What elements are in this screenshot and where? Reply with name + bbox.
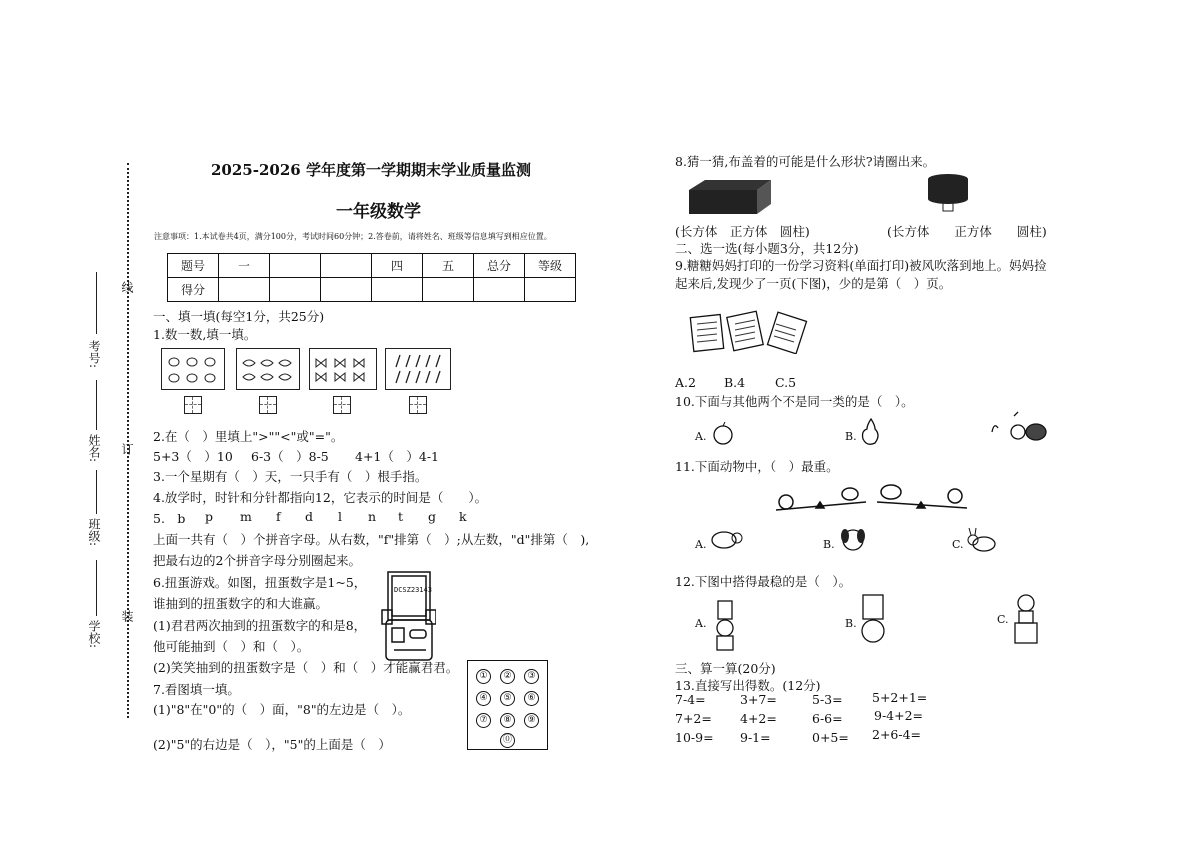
seesaw-1-picture — [774, 480, 868, 524]
seesaw-2-picture — [875, 478, 969, 522]
score-cell: 四 — [372, 254, 423, 278]
question-12-option-b: B. — [845, 617, 857, 630]
question-2-item-1: 5+3（ ）10 — [153, 449, 233, 464]
squirrel-icon — [988, 410, 1048, 444]
keypad-key: ⑦ — [476, 713, 491, 728]
keypad-key: ② — [500, 669, 515, 684]
xingming-label: 姓名: — [87, 434, 101, 463]
score-cell — [270, 254, 321, 278]
question-2: 2.在（ ）里填上">""<"或"="。 — [153, 429, 344, 444]
number-keypad — [467, 660, 548, 750]
gumball-digits: DCSZ23143 — [394, 586, 432, 594]
score-cell: 题号 — [168, 254, 219, 278]
calc-item: 7+2= — [675, 711, 712, 726]
stack-a-picture — [713, 595, 739, 657]
question-11-option-b: B. — [823, 538, 835, 551]
pear-icon — [858, 415, 884, 447]
calc-item: 2+6-4= — [872, 727, 922, 742]
question-9-line-2: 起来后,发现少了一页(下图)，少的是第（ ）页。 — [675, 276, 952, 291]
exam-subtitle: 一年级数学 — [336, 202, 421, 222]
score-table — [167, 253, 576, 302]
block-stack-icon — [713, 595, 739, 653]
pinyin-letter: p — [205, 509, 214, 524]
keypad-key: ④ — [476, 691, 491, 706]
sheep-picture — [708, 528, 744, 558]
section-3-heading: 三、算一算(20分) — [675, 661, 776, 676]
sheep-icon — [708, 528, 744, 554]
score-cell: 等级 — [525, 254, 576, 278]
seesaw-icon — [875, 478, 969, 518]
question-2-item-2: 6-3（ ）8-5 — [251, 449, 329, 464]
pinyin-letter: 5. b — [153, 511, 186, 526]
question-6-part-1-blank: 他可能抽到（ ）和（ ）。 — [153, 639, 310, 654]
stack-c-picture — [1012, 593, 1040, 651]
question-10: 10.下面与其他两个不是同一类的是（ ）。 — [675, 394, 914, 409]
keypad-key: ③ — [524, 669, 539, 684]
score-input-cell[interactable] — [372, 278, 423, 302]
question-3: 3.一个星期有（ ）天，一只手有（ ）根手指。 — [153, 469, 428, 484]
calc-item: 10-9= — [675, 730, 714, 745]
xuexiao-label: 学校: — [87, 620, 101, 649]
keypad-key: ⑧ — [500, 713, 515, 728]
pencil-icon — [386, 349, 450, 389]
exam-notice: 注意事项：1.本试卷共4页，满分100分，考试时间60分钟；2.答卷前，请将姓名、班级等信息填写到相应位置。 — [154, 232, 552, 241]
score-input-cell[interactable] — [219, 278, 270, 302]
apple-icon — [710, 420, 736, 446]
question-8-options-2: (长方体 正方体 圆柱) — [887, 224, 1047, 239]
cloth-covered-box-icon — [685, 178, 775, 218]
covered-cylinder-picture — [925, 173, 971, 217]
answer-box-1[interactable] — [184, 396, 202, 414]
question-6-line-2: 谁抽到的扭蛋数字的和大谁赢。 — [153, 596, 329, 611]
question-6-part-1: (1)君君两次抽到的扭蛋数字的和是8， — [153, 618, 367, 633]
rabbit-icon — [966, 526, 998, 554]
question-10-option-b: B. — [845, 430, 857, 443]
binding-zhuang-label: 装 — [120, 610, 134, 622]
question-6: 6.扭蛋游戏。如图，扭蛋数字是1~5， — [153, 575, 367, 590]
score-input-cell[interactable] — [525, 278, 576, 302]
score-table-header-row — [168, 254, 576, 278]
pinyin-letter: t — [398, 509, 404, 524]
score-cell: 一 — [219, 254, 270, 278]
banji-label: 班级: — [87, 518, 101, 547]
score-table-score-row — [168, 278, 576, 302]
exam-title: 2025-2026 学年度第一学期期末学业质量监测 — [211, 161, 531, 179]
score-input-cell[interactable] — [423, 278, 474, 302]
keypad-key: ⓪ — [500, 733, 515, 748]
question-7: 7.看图填一填。 — [153, 682, 240, 697]
keypad-key: ⑥ — [524, 691, 539, 706]
question-5-line-1: 上面一共有（ ）个拼音字母。从右数，"f"排第（ ）;从左数，"d"排第（ ), — [153, 532, 590, 547]
question-8: 8.猜一猜,布盖着的可能是什么形状?请圈出来。 — [675, 154, 936, 169]
score-cell: 总分 — [474, 254, 525, 278]
pinyin-letter: d — [305, 509, 314, 524]
answer-box-2[interactable] — [259, 396, 277, 414]
calc-item: 5-3= — [812, 692, 843, 707]
covered-box-picture — [685, 178, 775, 222]
question-5-line-2: 把最右边的2个拼音字母分别圈起来。 — [153, 553, 361, 568]
paper-pages-icon — [688, 310, 812, 354]
gumball-machine-icon — [380, 570, 436, 665]
question-12-option-a: A. — [695, 617, 707, 630]
question-11: 11.下面动物中，（ ）最重。 — [675, 459, 839, 474]
question-12: 12.下图中搭得最稳的是（ ）。 — [675, 574, 852, 589]
apple-picture — [710, 420, 736, 450]
lantern-icon — [162, 349, 224, 389]
score-input-cell[interactable] — [270, 278, 321, 302]
question-10-option-a: A. — [695, 430, 707, 443]
xingming-field[interactable] — [96, 380, 97, 430]
binding-ding-label: 订 — [120, 443, 134, 455]
calc-item: 4+2= — [740, 711, 777, 726]
question-11-option-a: A. — [695, 538, 707, 551]
binding-xian-label: 线 — [120, 281, 134, 293]
question-9-option-a: A.2 — [675, 375, 696, 390]
answer-box-4[interactable] — [409, 396, 427, 414]
keypad-key: ① — [476, 669, 491, 684]
answer-box-3[interactable] — [333, 396, 351, 414]
dog-icon — [838, 526, 868, 554]
score-input-cell[interactable] — [321, 278, 372, 302]
question-9-option-c: C.5 — [775, 375, 797, 390]
pinyin-letter: k — [459, 509, 467, 524]
question-7-part-1: (1)"8"在"0"的（ ）面，"8"的左边是（ ）。 — [153, 702, 411, 717]
pinyin-letter: f — [276, 509, 281, 524]
pages-picture — [688, 310, 812, 358]
question-9: 9.糖糖妈妈打印的一份学习资料(单面打印)被风吹落到地上。妈妈捡 — [675, 258, 1047, 273]
question-11-option-c: C. — [952, 538, 964, 551]
calc-item: 7-4= — [675, 692, 706, 707]
banji-field[interactable] — [96, 470, 97, 514]
pinyin-letter: g — [428, 509, 437, 524]
score-input-cell[interactable] — [474, 278, 525, 302]
fish-icon — [237, 349, 299, 389]
calc-item: 5+2+1= — [872, 690, 928, 705]
kaohao-field[interactable] — [96, 272, 97, 334]
keypad-key: ⑨ — [524, 713, 539, 728]
binding-dotted-line — [127, 163, 129, 718]
calc-item: 9-4+2= — [874, 708, 924, 723]
question-1: 1.数一数,填一填。 — [153, 327, 257, 342]
question-2-item-3: 4+1（ ）4-1 — [355, 449, 440, 464]
question-8-options-1: (长方体 正方体 圆柱) — [675, 224, 810, 239]
calc-item: 0+5= — [812, 730, 849, 745]
score-cell: 得分 — [168, 278, 219, 302]
question-9-option-b: B.4 — [724, 375, 746, 390]
squirrel-picture — [988, 410, 1048, 448]
score-cell — [321, 254, 372, 278]
section-1-heading: 一、填一填(每空1分，共25分) — [153, 309, 325, 324]
rabbit-picture — [966, 526, 998, 558]
calc-item: 6-6= — [812, 711, 843, 726]
butterfly-picture — [309, 348, 377, 390]
pear-picture — [858, 415, 884, 451]
kaohao-label: 考号: — [87, 340, 101, 369]
section-2-heading: 二、选一选(每小题3分，共12分) — [675, 241, 859, 256]
question-12-option-c: C. — [997, 613, 1009, 626]
pinyin-letter: m — [240, 509, 252, 524]
block-stack-icon — [858, 593, 888, 651]
seesaw-icon — [774, 480, 868, 520]
question-6-part-2: (2)笑笑抽到的扭蛋数字是（ ）和（ ）才能赢君君。 — [153, 660, 459, 675]
lantern-picture — [161, 348, 225, 390]
cloth-covered-cylinder-icon — [925, 173, 971, 213]
calc-item: 9-1= — [740, 730, 771, 745]
dog-picture — [838, 526, 868, 558]
score-cell: 五 — [423, 254, 474, 278]
gumball-machine-picture — [380, 570, 436, 665]
pinyin-letter: l — [338, 509, 342, 524]
butterfly-icon — [310, 349, 376, 389]
xuexiao-field[interactable] — [96, 560, 97, 616]
question-13: 13.直接写出得数。(12分) — [675, 678, 821, 693]
question-7-part-2: (2)"5"的右边是（ ），"5"的上面是（ ） — [153, 737, 391, 752]
calc-item: 3+7= — [740, 692, 777, 707]
question-4: 4.放学时，时针和分针都指向12，它表示的时间是（ ）。 — [153, 490, 488, 505]
fish-picture — [236, 348, 300, 390]
keypad-key: ⑤ — [500, 691, 515, 706]
pencil-picture — [385, 348, 451, 390]
stack-b-picture — [858, 593, 888, 655]
block-stack-icon — [1012, 593, 1040, 647]
pinyin-letter: n — [368, 509, 377, 524]
